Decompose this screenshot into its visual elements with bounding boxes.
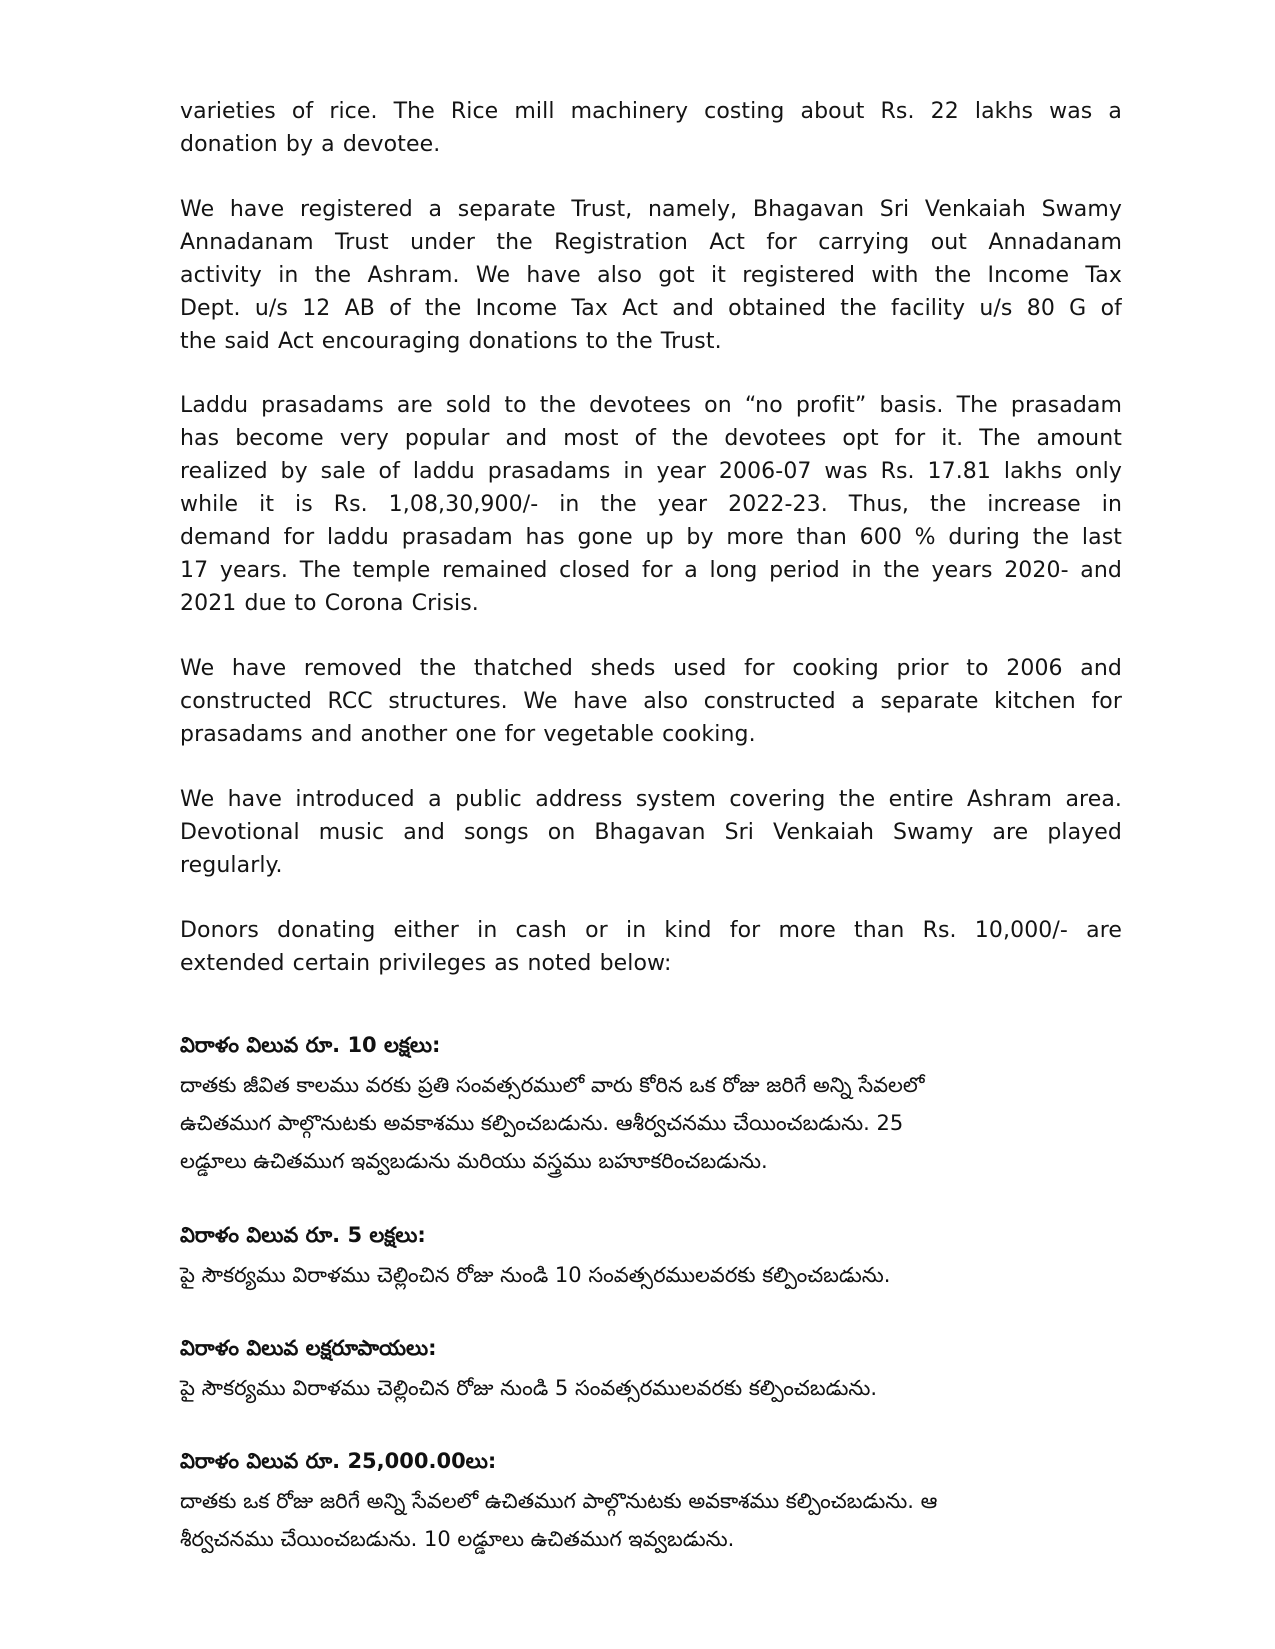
paragraph-donor-privileges: [180, 914, 1122, 980]
paragraph-public-address: [180, 783, 1122, 882]
text-line: దాతకు ఒక రోజు జరిగే అన్ని సేవలలో ఉచితముగ పాల్గొనుటకు అవకాశము కల్పించబడును. ఆ: [180, 1489, 938, 1513]
text-line: donation by a devotee.: [180, 132, 441, 157]
text-line: activity in the Ashram. We have also got it registered with the Income Tax: [180, 263, 1122, 288]
text-line: We have removed the thatched sheds used for cooking prior to 2006 and: [180, 656, 1122, 681]
tier-body-5-lakhs: [180, 1256, 1122, 1294]
text-line: Laddu prasadams are sold to the devotees on “no profit” basis. The prasadam: [180, 393, 1122, 418]
text-line: పై సౌకర్యము విరాళము చెల్లించిన రోజు నుండి 5 సంవత్సరములవరకు కల్పించబడును.: [180, 1376, 878, 1400]
text-line: Donors donating either in cash or in kind for more than Rs. 10,000/- are: [180, 918, 1122, 943]
tier-body-1-lakh: [180, 1369, 1122, 1407]
text-line: extended certain privileges as noted below:: [180, 951, 672, 976]
text-line: దాతకు జీవిత కాలము వరకు ప్రతి సంవత్సరములో వారు కోరిన ఒక రోజు జరిగే అన్ని సేవలలో: [180, 1073, 925, 1097]
text-line: 2021 due to Corona Crisis.: [180, 591, 479, 616]
text-line: We have registered a separate Trust, namely, Bhagavan Sri Venkaiah Swamy: [180, 197, 1122, 222]
text-line: Dept. u/s 12 AB of the Income Tax Act and obtained the facility u/s 80 G of: [180, 296, 1122, 321]
tier-body-25000: [180, 1482, 1122, 1558]
tier-heading-25000: విరాళం విలువ రూ. 25,000.00లు:: [180, 1449, 497, 1473]
tier-heading-5-lakhs: విరాళం విలువ రూ. 5 లక్షలు:: [180, 1223, 426, 1247]
paragraph-laddu-prasadam: [180, 389, 1122, 620]
text-line: varieties of rice. The Rice mill machinery costing about Rs. 22 lakhs was a: [180, 99, 1122, 124]
text-line: Annadanam Trust under the Registration Act for carrying out Annadanam: [180, 230, 1122, 255]
tier-heading-10-lakhs: విరాళం విలువ రూ. 10 లక్షలు:: [180, 1033, 441, 1057]
text-line: has become very popular and most of the devotees opt for it. The amount: [180, 426, 1122, 451]
text-line: regularly.: [180, 853, 283, 878]
paragraph-rice-mill: [180, 95, 1122, 161]
text-line: We have introduced a public address system covering the entire Ashram area.: [180, 787, 1122, 812]
paragraph-kitchen-structures: [180, 652, 1122, 751]
paragraph-annadanam-trust: [180, 193, 1122, 358]
text-line: ఉచితముగ పాల్గొనుటకు అవకాశము కల్పించబడును. ఆశీర్వచనము చేయించబడును. 25: [180, 1111, 904, 1135]
text-line: the said Act encouraging donations to the Trust.: [180, 329, 722, 354]
text-line: Devotional music and songs on Bhagavan Sri Venkaiah Swamy are played: [180, 820, 1122, 845]
tier-heading-1-lakh: విరాళం విలువ లక్షరూపాయలు:: [180, 1336, 437, 1360]
text-line: prasadams and another one for vegetable cooking.: [180, 722, 756, 747]
text-line: 17 years. The temple remained closed for a long period in the years 2020- and: [180, 558, 1122, 583]
text-line: realized by sale of laddu prasadams in year 2006-07 was Rs. 17.81 lakhs only: [180, 459, 1122, 484]
text-line: constructed RCC structures. We have also constructed a separate kitchen for: [180, 689, 1122, 714]
text-line: శీర్వచనము చేయించబడును. 10 లడ్డూలు ఉచితముగ ఇవ్వబడును.: [180, 1527, 735, 1551]
text-line: పై సౌకర్యము విరాళము చెల్లించిన రోజు నుండి 10 సంవత్సరములవరకు కల్పించబడును.: [180, 1263, 891, 1287]
text-line: while it is Rs. 1,08,30,900/- in the year 2022-23. Thus, the increase in: [180, 492, 1122, 517]
tier-body-10-lakhs: [180, 1066, 1122, 1180]
text-line: demand for laddu prasadam has gone up by more than 600 % during the last: [180, 525, 1122, 550]
text-line: లడ్డూలు ఉచితముగ ఇవ్వబడును మరియు వస్త్రము బహూకరించబడును.: [180, 1149, 768, 1173]
